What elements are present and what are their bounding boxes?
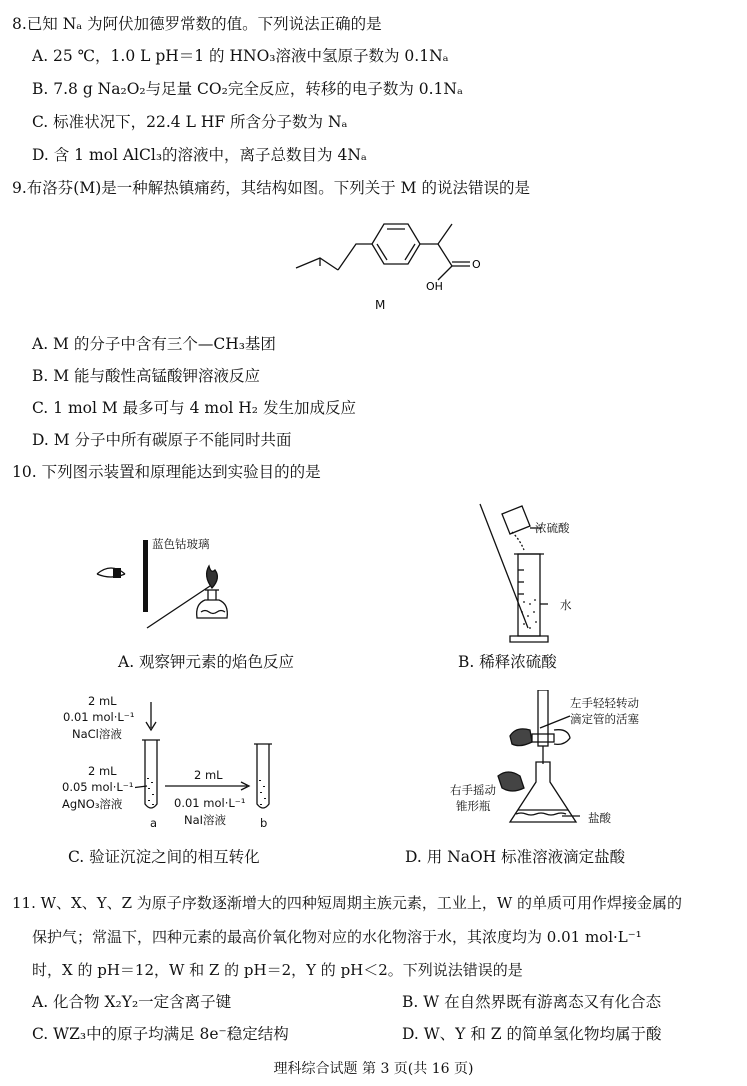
test-tubes-figure <box>135 700 275 830</box>
nai-name-label: NaI溶液 <box>184 813 227 827</box>
tube-b-label: b <box>260 816 268 830</box>
caption-b: B. 稀释浓硫酸 <box>458 653 557 671</box>
nacl-name-label: NaCl溶液 <box>72 727 122 741</box>
q11-option-b: B. W 在自然界既有游离态又有化合态 <box>402 993 662 1011</box>
right-hand-label-1: 右手摇动 <box>450 783 496 797</box>
hcl-label: 盐酸 <box>588 811 611 825</box>
water-label: 水 <box>560 598 572 612</box>
q11-stem-line-3: 时，X 的 pH＝12，W 和 Z 的 pH＝2，Y 的 pH＜2。下列说法错误的是 <box>32 961 523 979</box>
q11-stem-line-1: 11. W、X、Y、Z 为原子序数逐渐增大的四种短周期主族元素，工业上，W 的单质可用作焊接金属的 <box>12 894 683 912</box>
nacl-vol-label: 2 mL <box>88 694 117 708</box>
caption-d: D. 用 NaOH 标准溶液滴定盐酸 <box>405 848 626 866</box>
ibuprofen-structure <box>290 210 490 310</box>
o-label: O <box>472 258 481 271</box>
conc-acid-label: 浓硫酸 <box>535 521 570 535</box>
left-hand-label-1: 左手轻轻转动 <box>570 696 639 710</box>
q11-option-d: D. W、Y 和 Z 的简单氢化物均属于酸 <box>402 1025 662 1043</box>
page-footer: 理科综合试题 第 3 页(共 16 页) <box>273 1061 474 1077</box>
q8-option-b: B. 7.8 g Na₂O₂与足量 CO₂完全反应，转移的电子数为 0.1Nₐ <box>32 80 463 98</box>
q11-option-a: A. 化合物 X₂Y₂一定含离子键 <box>32 993 232 1011</box>
q10-stem: 10. 下列图示装置和原理能达到实验目的的是 <box>12 463 321 481</box>
q9-option-d: D. M 分子中所有碳原子不能同时共面 <box>32 431 292 449</box>
right-hand-label-2: 锥形瓶 <box>456 799 491 813</box>
caption-a: A. 观察钾元素的焰色反应 <box>118 653 295 671</box>
tube-a-label: a <box>150 816 158 830</box>
q8-stem: 8.已知 Nₐ 为阿伏加德罗常数的值。下列说法正确的是 <box>12 15 382 33</box>
nai-conc-label: 0.01 mol·L⁻¹ <box>174 796 246 810</box>
agno3-name-label: AgNO₃溶液 <box>62 797 123 811</box>
agno3-vol-label: 2 mL <box>88 764 117 778</box>
q8-option-a: A. 25 ℃，1.0 L pH＝1 的 HNO₃溶液中氢原子数为 0.1Nₐ <box>32 47 449 65</box>
q11-option-c: C. WZ₃中的原子均满足 8e⁻稳定结构 <box>32 1025 289 1043</box>
oh-label: OH <box>426 280 443 293</box>
cobalt-glass-label: 蓝色钴玻璃 <box>152 537 210 551</box>
q9-option-c: C. 1 mol M 最多可与 4 mol H₂ 发生加成反应 <box>32 399 356 417</box>
agno3-conc-label: 0.05 mol·L⁻¹ <box>62 780 134 794</box>
q9-stem: 9.布洛芬(M)是一种解热镇痛药，其结构如图。下列关于 M 的说法错误的是 <box>12 179 530 197</box>
q8-option-d: D. 含 1 mol AlCl₃的溶液中，离子总数目为 4Nₐ <box>32 146 367 164</box>
caption-c: C. 验证沉淀之间的相互转化 <box>68 848 260 866</box>
q11-stem-line-2: 保护气；常温下，四种元素的最高价氧化物对应的水化物溶于水，其浓度均为 0.01 mol·L⁻¹ <box>32 928 642 946</box>
nai-vol-label: 2 mL <box>194 768 223 782</box>
q8-option-c: C. 标准状况下，22.4 L HF 所含分子数为 Nₐ <box>32 113 348 131</box>
nacl-conc-label: 0.01 mol·L⁻¹ <box>63 710 135 724</box>
q9-option-a: A. M 的分子中含有三个—CH₃基团 <box>32 335 276 353</box>
left-hand-label-2: 滴定管的活塞 <box>570 712 639 726</box>
molecule-label: M <box>375 298 386 312</box>
q9-option-b: B. M 能与酸性高锰酸钾溶液反应 <box>32 367 261 385</box>
